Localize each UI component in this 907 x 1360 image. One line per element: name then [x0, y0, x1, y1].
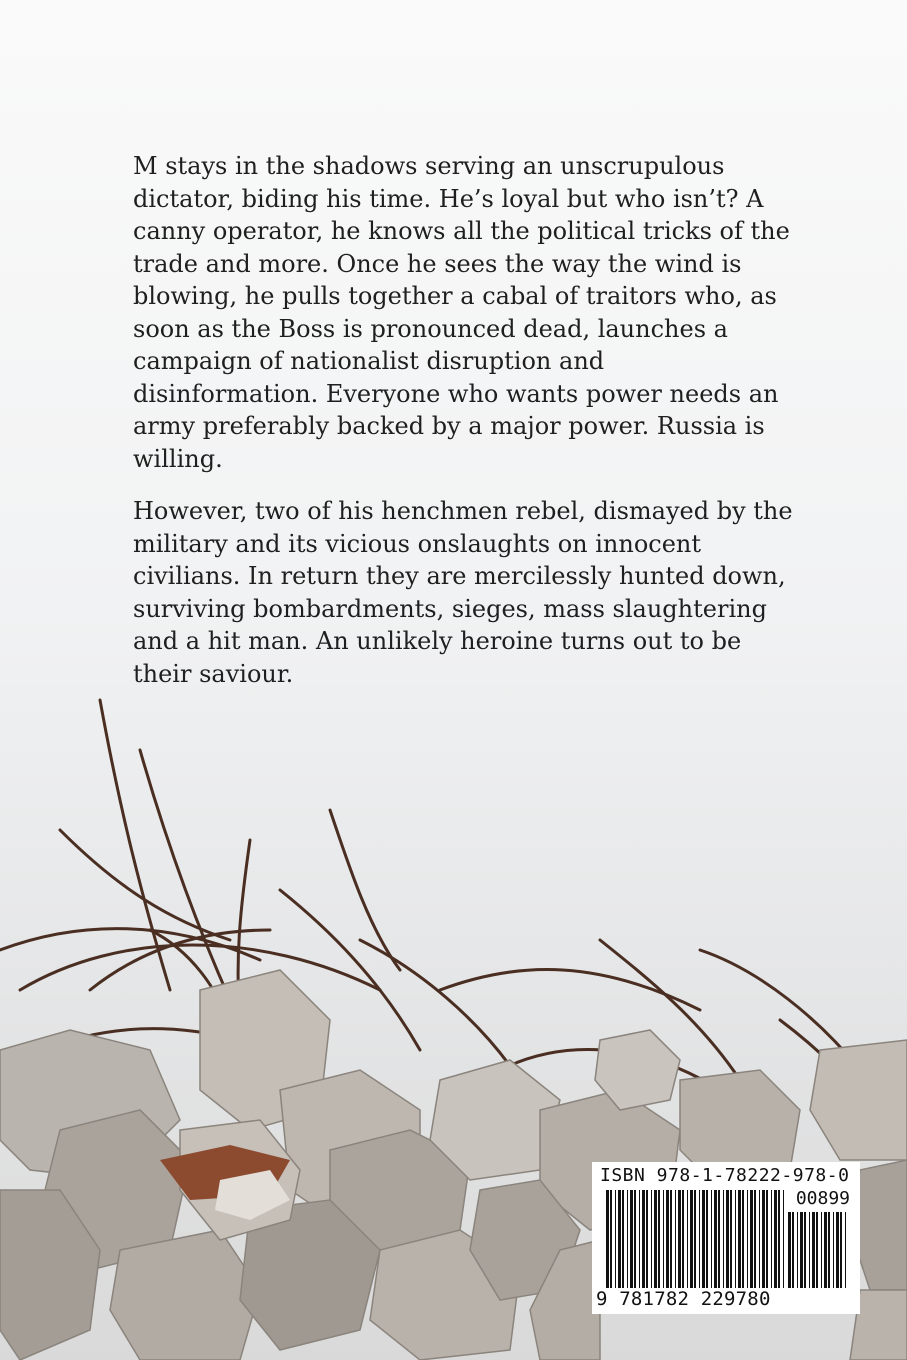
blurb-paragraph-1: M stays in the shadows serving an unscrupulous dictator, biding his time. He’s loyal but who isn’t? A canny operator, he knows all the political tricks of the trade and more. Once he sees the way the wind is blowing, he pulls together a cabal of traitors who, as soon as the Boss is pronounced dead, launches a campaign of nationalist disruption and disinformation. Everyone who wants power needs an army preferably backed by a major power. Russia is willing.: [133, 152, 790, 473]
price-code-label: 00899: [795, 1188, 850, 1209]
isbn-label: ISBN 978-1-78222-978-0: [600, 1165, 850, 1186]
ean-digits: 9 781782 229780: [596, 1288, 771, 1310]
ean-barcode-bars: [606, 1190, 784, 1288]
isbn-barcode: [592, 1162, 860, 1314]
back-cover-blurb: [133, 150, 793, 710]
blurb-paragraph-2: However, two of his henchmen rebel, dismayed by the military and its vicious onslaughts on innocent civilians. In return they are mercilessly hunted down, surviving bombardments, sieges, mass slaughtering and a hit man. An unlikely heroine turns out to be their saviour.: [133, 497, 793, 688]
addon-barcode-bars: [788, 1212, 848, 1288]
